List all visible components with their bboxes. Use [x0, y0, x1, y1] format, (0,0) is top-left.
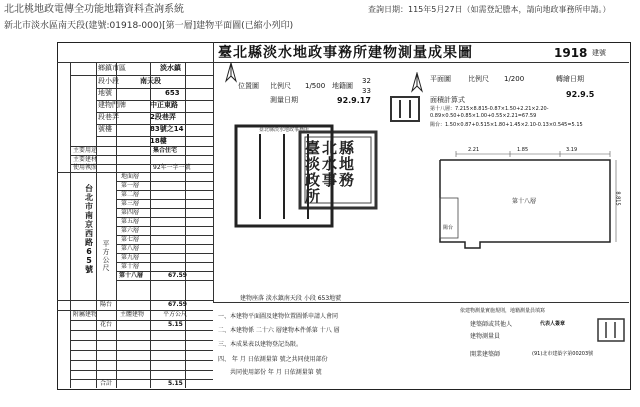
value-floor: 18樓 [150, 137, 167, 145]
total-label: 合計 [100, 380, 113, 387]
value-landno: 653 [165, 89, 180, 97]
row-label-number: 號樓 [98, 125, 112, 133]
system-title: 北北桃地政電傳全功能地籍資料查詢系統 [4, 4, 184, 15]
floor-label: 第四層 [121, 209, 140, 216]
query-notice: 查詢日期：115年5月27日（如需登記謄本，請向地政事務所申請。） [368, 5, 611, 14]
plan-room-label: 第十八層 [512, 198, 537, 205]
scale-label-left: 比例尺 [270, 82, 291, 90]
note-1: 一、本建物平面圖及建物位置圖係申請人會同 [218, 313, 339, 320]
floor-label: 第十層 [121, 263, 140, 270]
floor-label: 第六層 [121, 227, 140, 234]
scale-label-right: 比例尺 [468, 75, 489, 83]
annex-item-planter: 花台 [100, 321, 113, 328]
location-map-label: 位置圖 [238, 82, 259, 90]
building-number-suffix: 建號 [592, 49, 606, 57]
plan-dimension: 1.85 [517, 147, 529, 153]
seal-small-label: 臺北縣淡水地政事務所 [259, 127, 310, 133]
plan-label: 平面圖 [430, 75, 451, 83]
checker-label: 建物測量員 [470, 333, 501, 340]
value-road: 中正東路 [150, 101, 178, 109]
north-arrow-icon [410, 72, 424, 94]
floor-label: 第九層 [121, 254, 140, 261]
mapper-label: 建築師或其他人 [470, 321, 513, 328]
value-number: 83號之14 [150, 125, 184, 133]
cadastral-map-label: 地籍圖 [332, 82, 353, 90]
floor-label: 第八層 [121, 245, 140, 252]
seal-large-text: 臺北縣淡水地政事務所 [305, 139, 357, 205]
measure-date-value: 92.9.17 [337, 96, 371, 105]
mapper-name: 代表人簽章 [540, 321, 566, 327]
document-title: 臺北縣淡水地政事務所建物測量成果圖 [218, 45, 473, 61]
value-district: 淡水鎮 [160, 64, 181, 72]
total-floor-area: 67.59 [168, 301, 187, 308]
plan-side-dimension: 8.815 [614, 191, 621, 206]
floor-label: 第五層 [121, 218, 140, 225]
cadastral-map-no: 32 [362, 77, 371, 85]
area-unit-vertical: 平方公尺 [102, 240, 110, 272]
conversion-date-label: 轉繪日期 [556, 75, 584, 83]
floor-area-value: 67.59 [168, 272, 187, 279]
row-label-district: 鄉鎮市區 [98, 64, 126, 72]
floor-label: 地面層 [121, 173, 140, 180]
bottom-label-area: 平方公尺 [163, 311, 188, 318]
floor-label: 第一層 [121, 182, 140, 189]
scale-value-right: 1/200 [504, 75, 525, 83]
row-label-landno: 地號 [98, 89, 112, 97]
right-note: 依建物測量實施規則，地籍測量員填寫 [460, 308, 546, 314]
plan-dimension: 2.21 [468, 147, 480, 153]
annex-item-balcony: 陽台 [100, 301, 113, 308]
floor-label: 第七層 [121, 236, 140, 243]
seal-stamp-medium [234, 124, 334, 228]
floor-label: 第二層 [121, 191, 140, 198]
note-3: 三、本成果表以建物登記為限。 [218, 341, 303, 348]
plan-dimension: 3.19 [566, 147, 578, 153]
floor-label: 第三層 [121, 200, 140, 207]
building-location-note: 建物座落 淡水鎮南天段 小段 653地號 [240, 295, 342, 302]
label-main-use: 主要用途 [73, 147, 98, 154]
scale-value-left: 1/500 [305, 82, 326, 90]
area-formula-label: 面積計算式 [430, 96, 465, 104]
location-line: 新北市淡水區南天段(建號:01918-000)[第一層]建物平面圖(已縮小列印) [4, 21, 294, 31]
bottom-label-main: 主體建物 [120, 311, 145, 318]
seal-stamp-small [390, 96, 420, 122]
annex-label: 附屬建物 [73, 311, 98, 318]
signature-stamp [597, 318, 625, 342]
conversion-date-value: 92.9.5 [566, 90, 595, 99]
value-lane: 2段巷弄 [150, 113, 176, 121]
value-permit: 92年一字一號 [153, 164, 191, 171]
value-section: 南天段 [140, 77, 161, 85]
architect-label: 開業建築師 [470, 351, 501, 358]
row-label-section: 段小段 [98, 77, 119, 85]
label-material: 主要建材 [73, 156, 98, 163]
area-formula-line1: 第十八層：7.215×8.815-0.87×1.50+2.21×2.20-0.89×0.50+0.85×1.00+0.55×2.21=67.59 [430, 106, 549, 119]
note-5: 共同使用部份 年 月 日依測量第 號 [230, 369, 322, 376]
row-label-door: 建物門牌 [98, 101, 126, 109]
annex-area-value: 5.15 [168, 321, 183, 328]
building-number: 1918 [554, 46, 588, 60]
plan-annex-label: 陽台 [443, 225, 454, 231]
measure-date-label: 測量日期 [270, 96, 298, 104]
value-main-use: 集合住宅 [153, 147, 178, 154]
label-permit: 使用執照 [73, 164, 98, 171]
cadastral-map-suffix: 33 [362, 87, 371, 95]
note-4: 四、 年 月 日依測量第 號之共同使用部份 [218, 356, 328, 363]
note-2: 二、本建物係 二十六 層建物本件係第 十八 層 [218, 327, 340, 334]
area-formula-line2: 陽台：1.50×0.87+0.515×1.80+1.45×2.10-0.13×0.545=5.15 [430, 122, 583, 128]
grand-total-value: 5.15 [168, 380, 183, 387]
row-label-lane: 段巷弄 [98, 113, 119, 121]
north-arrow-icon [224, 62, 238, 84]
floor-label: 第十八層 [119, 272, 144, 279]
owner-address-vertical: 台北市南京西路65號 [85, 184, 93, 274]
architect-license: (91)北市建築字第00203號 [532, 351, 594, 357]
